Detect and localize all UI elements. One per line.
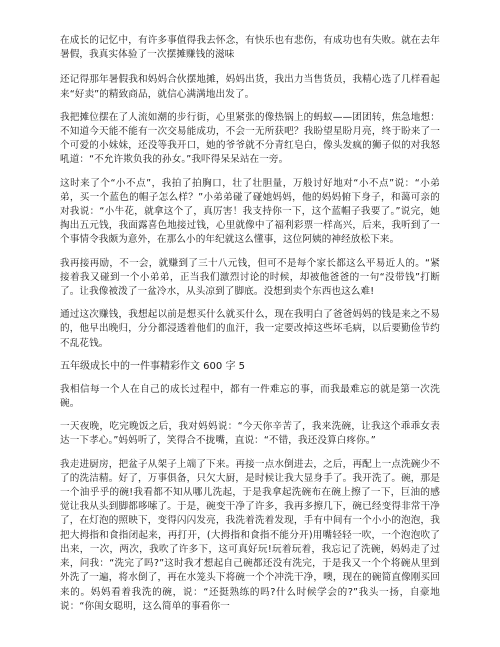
- paragraph-first-customer: 我把摊位摆在了人流如潮的步行街，心里紧张的像热锅上的蚂蚁——团团转，焦急地想：不知道今天能不能有一次交易能成功，不会一无所获吧？我盼望星盼月亮，终于盼来了一个可爱的小妹妹，还没等我开口，她的爷爷就不分青红皂白，像头发疯的狮子似的对我怒吼道：“不允许欺负我的孙女。”我吓得呆呆站在一旁。: [60, 111, 440, 166]
- paragraph-essay-intro: 我相信每一个人在自己的成长过程中，都有一件难忘的事，而我最难忘的就是第一次洗碗。: [60, 383, 440, 410]
- paragraph-reflection: 通过这次赚钱，我想起以前是想买什么就买什么，现在我明白了爸爸妈妈的钱是来之不易的，他早出晚归，分分都浸透着他们的血汗，我一定要改掉这些坏毛病，以后要勤俭节约不乱花钱。: [60, 309, 440, 349]
- paragraph-dinner: 一天夜晚，吃完晚饭之后，我对妈妈说：“今天你辛苦了，我来洗碗，让我这个乖乖女表达一下孝心。”妈妈听了，笑得合不拢嘴，直说：“不错，我还没算白疼你。”: [60, 421, 440, 447]
- paragraph-earnings: 我再接再励，不一会，就赚到了三十八元钱，但可不是每个家长都这么平易近人的。“紧接着我又碰到一个小弟弟，正当我们激烈讨论的时候，却被他爸爸的一句“没带钱”打断了。让我像被泼了一盆冷水，从头凉到了脚底。没想到卖个东西也这么难!: [60, 257, 440, 298]
- paragraph-stall-setup: 还记得那年暑假我和妈妈合伙摆地摊，妈妈出货，我出力当售货员，我精心选了几样看起来“好卖”的精致商品，就信心满满地出发了。: [60, 74, 440, 100]
- paragraph-little-boy: 这时来了个“小不点”，我拍了拍胸口，壮了壮胆量，万般讨好地对“小不点”说：“小弟弟，买一个蓝色的帽子怎么样？”小弟弟碰了碰她妈妈，他的妈妈俯下身子，和蔼可亲的对我说：“小牛花，就拿这个了，真厉害！我支持你一下，这个蓝帽子我要了。”说完，她掏出五元钱，我面露喜色地接过钱，心里就像中了福利彩票一样高兴，后来，我听到了一个事情令我颇为意外，在那么小的年纪就这么懂事，这位阿姨的神经放松下来。: [60, 177, 440, 246]
- section-title: 五年级成长中的一件事精彩作文 600 字 5: [60, 360, 245, 372]
- paragraph-washing: 我走进厨房，把盆子从架子上端了下来。再接一点水倒进去，之后，再配上一点洗碗少不了的洗洁精。好了，万事俱备，只欠大厨，是时候让我大显身手了。我开洗了。碗，那是一个油乎乎的碗!我看都不知从哪儿洗起，于是我拿起洗碗布在碗上擦了一下，巨油的感觉让我从头到脚都哆嗦了。于是，碗变干净了许多，我再多擦几下，碗已经变得非常干净了，在灯泡的照映下，变得闪闪发亮，我洗着洗着发现，手有中间有一个小小的泡泡，我把大拇指和食指闭起来，再打开，(大拇指和食指不能分开)用嘴轻轻一吹，一个泡泡吹了出来，一次，两次，我吹了许多下，这可真好玩!玩着玩着，我忘记了洗碗，妈妈走了过来，问我：“洗完了吗?”这时我才想起自己碗都还没有洗完，于是我又一个个将碗从里到外洗了一遍，将水倒了，再在水笼头下将碗一个个冲洗干净，噢，现在的碗简直像刚买回来的。妈妈看着我洗的碗，说：“还挺熟练的吗?什么时候学会的?”我头一扬，自豪地说：“你闺女聪明，这么简单的事看你一: [60, 458, 440, 612]
- paragraph-intro: 在成长的记忆中，有许多事值得我去怀念，有快乐也有悲伤，有成功也有失败。就在去年暑假，我真实体验了一次摆摊赚钱的滋味: [60, 35, 440, 61]
